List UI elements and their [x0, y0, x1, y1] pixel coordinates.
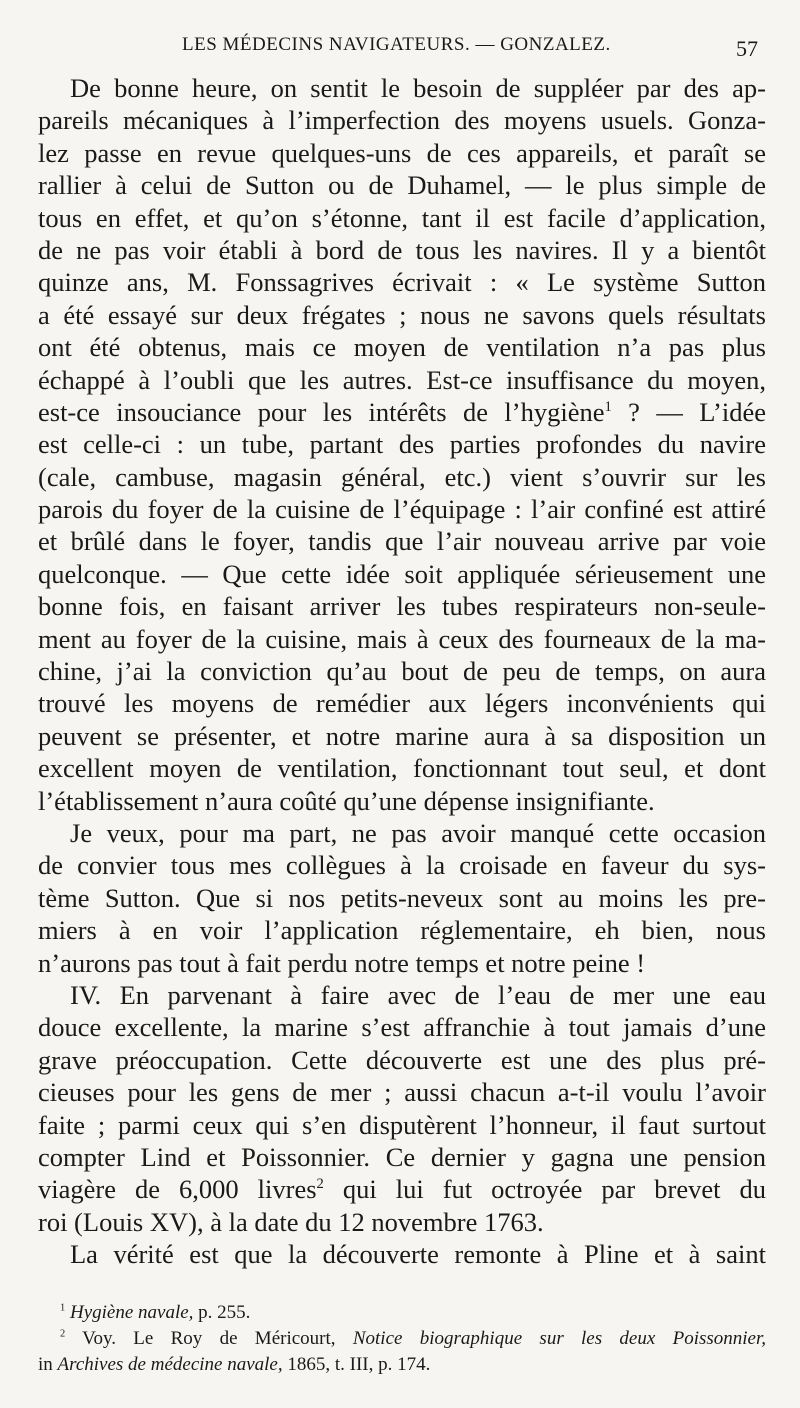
footnote-text: Voy. Le Roy de Méricourt,	[65, 1328, 353, 1349]
text-line: et brûlé dans le foyer, tandis que l’air nouveau arrive par voie	[38, 526, 766, 557]
text-segment: qui lui fut octroyée par brevet du	[323, 1174, 766, 1205]
footnote-2-continued	[38, 1352, 766, 1378]
text-line: de convier tous mes collègues à la croisade en faveur du sys-	[38, 850, 766, 881]
text-line: chine, j’ai la conviction qu’au bout de peu de temps, on aura	[38, 656, 766, 687]
footnote-marker: 1	[604, 399, 612, 416]
text-line: pareils mécaniques à l’imperfection des moyens usuels. Gonza-	[38, 105, 766, 136]
text-line-with-footnote	[38, 1173, 766, 1205]
footnote-title: Hygiène navale,	[69, 1302, 194, 1323]
text-line: a été essayé sur deux frégates ; nous ne savons quels résultats	[38, 299, 766, 330]
page-number: 57	[736, 36, 758, 61]
body-text	[38, 72, 766, 1270]
text-line: La vérité est que la découverte remonte à Pline et à saint	[70, 1239, 766, 1270]
page-header	[0, 34, 800, 60]
text-line: échappé à l’oubli que les autres. Est-ce insuffisance du moyen,	[38, 364, 766, 395]
text-segment: viagère de 6,000 livres	[38, 1174, 317, 1205]
text-line: de ne pas voir établi à bord de tous les navires. Il y a bientôt	[38, 234, 766, 265]
text-line: De bonne heure, on sentit le besoin de suppléer par des ap-	[70, 73, 766, 103]
footnote-title: Notice biographique sur les deux Poissonnier,	[352, 1328, 767, 1349]
text-line: bonne fois, en faisant arriver les tubes respirateurs non-seule-	[38, 591, 766, 622]
footnote-text: p. 255.	[193, 1302, 251, 1323]
text-line: trouvé les moyens de remédier aux légers inconvénients qui	[38, 688, 766, 719]
footnote-number: 1	[60, 1302, 66, 1314]
text-line: l’établissement n’aura coûté qu’une dépense insignifiante.	[38, 785, 655, 816]
text-line: grave préoccupation. Cette découverte est une des plus pré-	[38, 1044, 766, 1075]
text-line: faite ; parmi ceux qui s’en disputèrent l’honneur, il faut surtout	[38, 1109, 766, 1140]
text-line: tous en effet, et qu’on s’étonne, tant il est facile d’application,	[38, 202, 766, 233]
text-line: rallier à celui de Sutton ou de Duhamel, — le plus simple de	[38, 170, 766, 201]
text-line: ont été obtenus, mais ce moyen de ventilation n’a pas plus	[38, 332, 766, 363]
text-line-with-footnote	[38, 396, 766, 428]
footnote-number: 2	[60, 1328, 66, 1340]
text-line: quelconque. — Que cette idée soit appliquée sérieusement une	[38, 558, 766, 589]
footnote-text: in	[38, 1354, 58, 1375]
running-title: LES MÉDECINS NAVIGATEURS. — GONZALEZ.	[182, 34, 611, 55]
text-line: cieuses pour les gens de mer ; aussi chacun a-t-il voulu l’avoir	[38, 1077, 766, 1108]
text-line: compter Lind et Poissonnier. Ce dernier y gagna une pension	[38, 1141, 766, 1172]
text-line: lez passe en revue quelques-uns de ces appareils, et paraît se	[38, 137, 766, 168]
footnote-text: 1865, t. III, p. 174.	[282, 1354, 431, 1375]
text-line: est celle-ci : un tube, partant des parties profondes du navire	[38, 429, 766, 460]
footnote-marker: 2	[316, 1176, 324, 1193]
text-line: ment au foyer de la cuisine, mais à ceux des fourneaux de la ma-	[38, 623, 766, 654]
text-line: douce excellente, la marine s’est affranchie à tout jamais d’une	[38, 1012, 766, 1043]
text-line: excellent moyen de ventilation, fonctionnant tout seul, et dont	[38, 753, 766, 784]
footnotes	[38, 1300, 766, 1378]
text-line: (cale, cambuse, magasin général, etc.) vient s’ouvrir sur les	[38, 461, 766, 492]
footnote-journal: Archives de médecine navale,	[57, 1354, 283, 1375]
text-segment: ? — L’idée	[611, 396, 766, 427]
text-line: Je veux, pour ma part, ne pas avoir manqué cette occasion	[70, 817, 766, 848]
text-line: miers à en voir l’application réglementaire, eh bien, nous	[38, 915, 766, 946]
text-segment: est-ce insouciance pour les intérêts de l’hygiène	[38, 396, 605, 427]
text-line: tème Sutton. Que si nos petits-neveux sont au moins les pre-	[38, 882, 766, 913]
text-line: parois du foyer de la cuisine de l’équipage : l’air confiné est attiré	[38, 494, 766, 525]
text-line: IV. En parvenant à faire avec de l’eau de mer une eau	[70, 979, 766, 1010]
text-line: roi (Louis XV), à la date du 12 novembre 1763.	[38, 1206, 544, 1237]
footnote-2	[38, 1326, 766, 1352]
footnote-1	[38, 1300, 766, 1326]
text-line: peuvent se présenter, et notre marine aura à sa disposition un	[38, 720, 766, 751]
text-line: n’aurons pas tout à fait perdu notre temps et notre peine !	[38, 947, 646, 978]
text-line: quinze ans, M. Fonssagrives écrivait : « Le système Sutton	[38, 267, 766, 298]
